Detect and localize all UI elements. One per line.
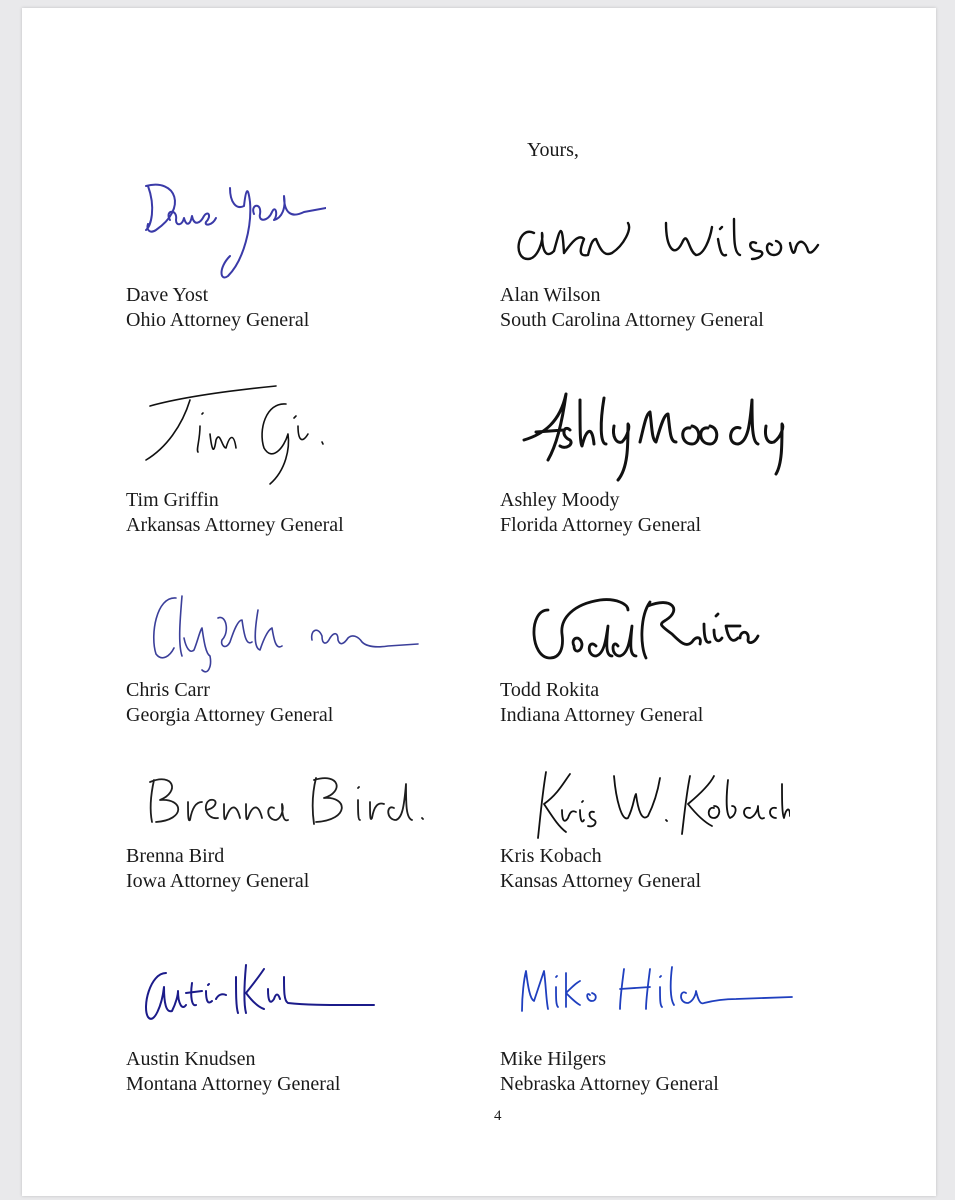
signer-name: Austin Knudsen: [126, 1048, 256, 1070]
signer-title: Ohio Attorney General: [126, 309, 310, 331]
signer-title: South Carolina Attorney General: [500, 309, 764, 331]
signature-block-austin-knudsen: [126, 943, 466, 1097]
signer-name: Tim Griffin: [126, 489, 219, 511]
page-number: 4: [494, 1108, 502, 1124]
signature-austin-knudsen: [126, 943, 396, 1047]
signature-chris-carr: [126, 580, 426, 678]
signature-alan-wilson: [500, 199, 820, 283]
signature-ashley-moody: [500, 384, 840, 488]
signer-title: Georgia Attorney General: [126, 704, 334, 726]
signature-block-alan-wilson: [500, 199, 840, 333]
signer-name: Alan Wilson: [500, 284, 601, 306]
closing-salutation: Yours,: [527, 139, 579, 161]
letter-page: [22, 8, 936, 1196]
signature-block-chris-carr: [126, 580, 466, 728]
signature-todd-rokita: [500, 576, 780, 678]
signer-title: Iowa Attorney General: [126, 870, 310, 892]
signer-title: Montana Attorney General: [126, 1073, 341, 1095]
signature-block-mike-hilgers: [500, 943, 840, 1097]
signature-kris-kobach: [500, 760, 790, 844]
signer-title: Nebraska Attorney General: [500, 1073, 719, 1095]
signer-name: Todd Rokita: [500, 679, 600, 701]
signature-mike-hilgers: [500, 943, 800, 1047]
signature-brenna-bird: [126, 764, 436, 844]
signer-name: Chris Carr: [126, 679, 210, 701]
signature-block-todd-rokita: [500, 576, 840, 728]
signer-title: Kansas Attorney General: [500, 870, 702, 892]
signature-block-ashley-moody: [500, 384, 840, 538]
signature-tim-griffin: [126, 378, 346, 488]
signer-name: Mike Hilgers: [500, 1048, 607, 1070]
signer-title: Indiana Attorney General: [500, 704, 704, 726]
signature-block-tim-griffin: [126, 378, 466, 538]
signature-dave-yost: [126, 168, 326, 283]
signer-title: Arkansas Attorney General: [126, 514, 344, 536]
signature-block-dave-yost: [126, 168, 466, 333]
signer-name: Brenna Bird: [126, 845, 225, 867]
signer-name: Dave Yost: [126, 284, 209, 306]
signer-name: Ashley Moody: [500, 489, 620, 511]
signature-block-kris-kobach: [500, 760, 840, 894]
signer-name: Kris Kobach: [500, 845, 602, 867]
signature-block-brenna-bird: [126, 764, 466, 894]
signer-title: Florida Attorney General: [500, 514, 702, 536]
